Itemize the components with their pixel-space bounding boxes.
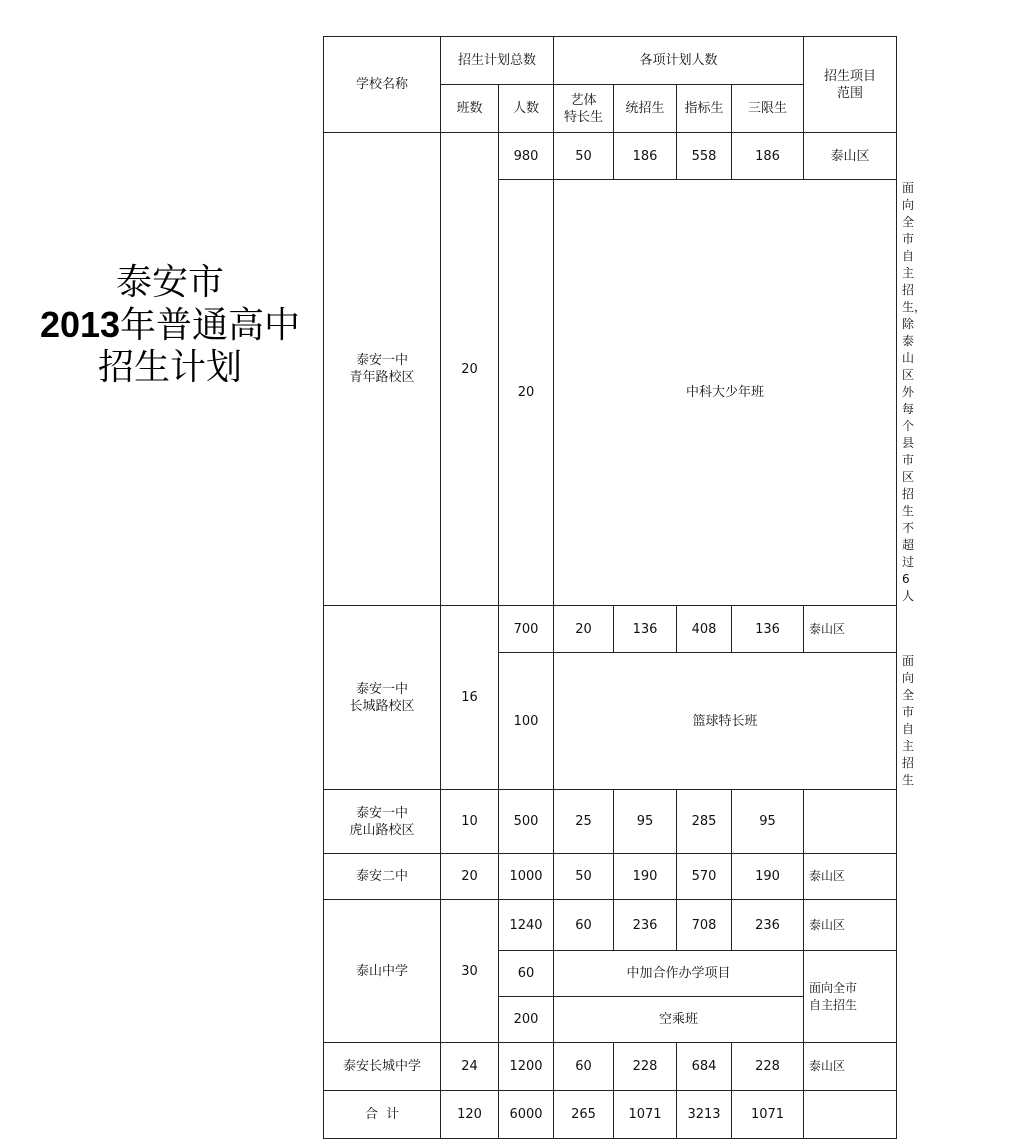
cell-people: 1240 <box>499 900 554 951</box>
header-quota: 指标生 <box>677 85 732 133</box>
cell-quota: 408 <box>677 606 732 653</box>
header-total-plan: 招生计划总数 <box>441 37 554 85</box>
cell-people: 6000 <box>499 1091 554 1139</box>
cell-people: 100 <box>499 653 554 790</box>
cell-art: 25 <box>554 790 614 854</box>
header-item-plan: 各项计划人数 <box>554 37 804 85</box>
school-name: 泰安一中 青年路校区 <box>324 133 441 606</box>
school-classes: 30 <box>441 900 499 1043</box>
cell-people: 60 <box>499 951 554 997</box>
header-school-name: 学校名称 <box>324 37 441 133</box>
title-city: 泰安市 <box>115 262 224 303</box>
cell-range: 泰山区 <box>804 606 897 653</box>
cell-quota: 708 <box>677 900 732 951</box>
school-name: 泰山中学 <box>324 900 441 1043</box>
cell-quota: 570 <box>677 854 732 900</box>
school-name: 泰安一中 长城路校区 <box>324 606 441 790</box>
cell-people: 200 <box>499 997 554 1043</box>
cell-program: 中加合作办学项目 <box>554 951 804 997</box>
header-classes: 班数 <box>441 85 499 133</box>
table-row <box>324 133 897 180</box>
title-plan: 招生计划 <box>97 347 242 388</box>
table-row <box>324 606 897 653</box>
cell-quota: 684 <box>677 1043 732 1091</box>
table-row <box>324 854 897 900</box>
cell-people: 500 <box>499 790 554 854</box>
title-line2-rest: 年普通高中 <box>120 305 301 346</box>
header-range: 招生项目 范围 <box>804 37 897 133</box>
table-row <box>324 900 897 951</box>
school-classes: 120 <box>441 1091 499 1139</box>
cell-range: 泰山区 <box>804 854 897 900</box>
title-year-line <box>20 304 320 347</box>
cell-range: 泰山区 <box>804 900 897 951</box>
school-name: 泰安一中 虎山路校区 <box>324 790 441 854</box>
cell-range <box>804 1091 897 1139</box>
cell-limited: 1071 <box>732 1091 804 1139</box>
title-year: 2013 <box>39 304 121 345</box>
cell-range: 泰山区 <box>804 1043 897 1091</box>
school-name: 合 计 <box>324 1091 441 1139</box>
cell-people: 1200 <box>499 1043 554 1091</box>
school-classes: 16 <box>441 606 499 790</box>
header-art-sports: 艺体 特长生 <box>554 85 614 133</box>
cell-people: 980 <box>499 133 554 180</box>
cell-people: 700 <box>499 606 554 653</box>
cell-limited: 236 <box>732 900 804 951</box>
total-row <box>324 1091 897 1139</box>
cell-range <box>804 790 897 854</box>
cell-unified: 236 <box>614 900 677 951</box>
header-people: 人数 <box>499 85 554 133</box>
cell-art: 20 <box>554 606 614 653</box>
cell-unified: 95 <box>614 790 677 854</box>
table-row <box>324 790 897 854</box>
cell-unified: 136 <box>614 606 677 653</box>
cell-art: 50 <box>554 854 614 900</box>
enrollment-plan-table <box>323 36 927 1139</box>
cell-quota: 558 <box>677 133 732 180</box>
table-row: 20 中科大少年班 面向全市自主招生，除泰山区外每个县市区招生不超过6人 <box>324 180 897 606</box>
cell-program: 中科大少年班 <box>554 180 897 606</box>
school-classes: 10 <box>441 790 499 854</box>
cell-art: 60 <box>554 900 614 951</box>
cell-unified: 186 <box>614 133 677 180</box>
cell-art: 50 <box>554 133 614 180</box>
cell-program: 篮球特长班 <box>554 653 897 790</box>
cell-limited: 228 <box>732 1043 804 1091</box>
header-row-1 <box>324 37 897 85</box>
table-row: 100 篮球特长班 面向全市 自主招生 <box>324 653 897 790</box>
header-unified: 统招生 <box>614 85 677 133</box>
cell-art: 60 <box>554 1043 614 1091</box>
school-name: 泰安二中 <box>324 854 441 900</box>
cell-people: 1000 <box>499 854 554 900</box>
cell-limited: 136 <box>732 606 804 653</box>
cell-quota: 285 <box>677 790 732 854</box>
cell-unified: 190 <box>614 854 677 900</box>
cell-range: 面向全市 自主招生 <box>804 951 897 1043</box>
school-name: 泰安长城中学 <box>324 1043 441 1091</box>
cell-people: 20 <box>499 180 554 606</box>
table-row <box>324 1043 897 1091</box>
school-classes: 24 <box>441 1043 499 1091</box>
slide-title <box>20 262 320 389</box>
cell-range: 泰山区 <box>804 133 897 180</box>
cell-quota: 3213 <box>677 1091 732 1139</box>
cell-limited: 186 <box>732 133 804 180</box>
cell-program: 空乘班 <box>554 997 804 1043</box>
school-classes: 20 <box>441 133 499 606</box>
cell-limited: 190 <box>732 854 804 900</box>
cell-unified: 1071 <box>614 1091 677 1139</box>
header-limited: 三限生 <box>732 85 804 133</box>
cell-unified: 228 <box>614 1043 677 1091</box>
cell-limited: 95 <box>732 790 804 854</box>
cell-art: 265 <box>554 1091 614 1139</box>
school-classes: 20 <box>441 854 499 900</box>
